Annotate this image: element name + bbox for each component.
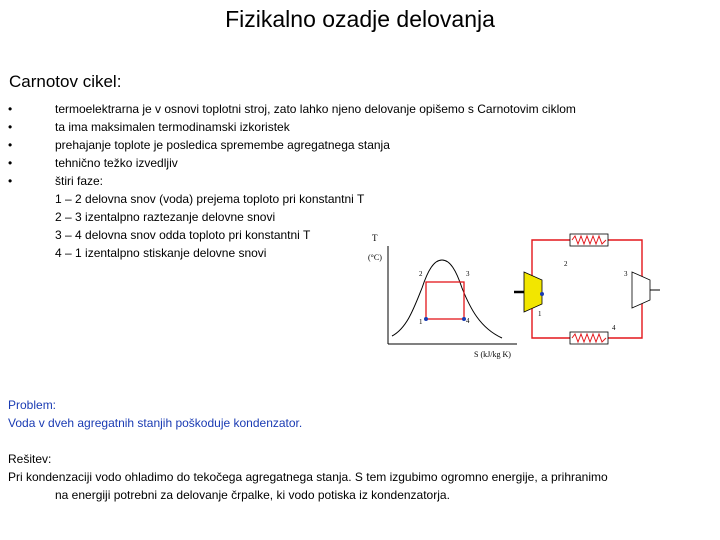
page-title: Fizikalno ozadje delovanja bbox=[225, 6, 495, 32]
node-label-2: 2 bbox=[564, 260, 568, 268]
circuit-schematic bbox=[512, 232, 662, 354]
phase-item: 4 – 1 izentalpno stiskanje delovne snovi bbox=[55, 246, 267, 260]
solution-block bbox=[8, 450, 713, 504]
bullet-item: • štiri faze: bbox=[8, 172, 576, 190]
point-label-4: 4 bbox=[466, 317, 470, 325]
problem-block bbox=[8, 396, 302, 432]
bullet-item: • termoelektrarna je v osnovi toplotni stroj, zato lahko njeno delovanje opišemo s Carnotovim ciklom bbox=[8, 100, 576, 118]
problem-text: Voda v dveh agregatnih stanjih poškoduje kondenzator. bbox=[8, 416, 303, 430]
section-subtitle: Carnotov cikel: bbox=[9, 72, 122, 91]
point-label-1: 1 bbox=[419, 318, 423, 326]
bullet-item: • prehajanje toplote je posledica spremembe agregatnega stanja bbox=[8, 136, 576, 154]
ts-diagram bbox=[362, 228, 522, 363]
node-label-4: 4 bbox=[612, 324, 616, 332]
bullet-item: • ta ima maksimalen termodinamski izkoristek bbox=[8, 118, 576, 136]
y-axis-label: T bbox=[372, 233, 378, 243]
solution-text-line1: Pri kondenzaciji vodo ohladimo do tekočega agregatnega stanja. S tem izgubimo ogromno energije, a prihranimo bbox=[8, 470, 608, 484]
cycle-point-1 bbox=[424, 317, 428, 321]
problem-heading: Problem: bbox=[8, 398, 57, 412]
pump-icon bbox=[524, 272, 542, 312]
pump-node bbox=[540, 292, 544, 296]
phase-item: 2 – 3 izentalpno raztezanje delovne snovi bbox=[55, 210, 276, 224]
phase-list bbox=[55, 190, 364, 262]
phase-item: 3 – 4 delovna snov odda toploto pri konstantni T bbox=[55, 228, 311, 242]
solution-text-line2: na energiji potrebni za delovanje črpalke, ki vodo potiska iz kondenzatorja. bbox=[55, 488, 450, 502]
x-axis-label: S (kJ/kg K) bbox=[474, 350, 511, 359]
point-label-3: 3 bbox=[466, 270, 470, 278]
node-label-3: 3 bbox=[624, 270, 628, 278]
y-axis-unit: (°C) bbox=[368, 253, 382, 262]
point-label-2: 2 bbox=[419, 270, 423, 278]
saturation-dome bbox=[392, 260, 502, 338]
bullet-item: • tehnično težko izvedljiv bbox=[8, 154, 576, 172]
carnot-cycle-rectangle bbox=[426, 282, 464, 319]
bullet-list bbox=[8, 100, 576, 190]
node-label-1: 1 bbox=[538, 310, 542, 318]
solution-heading: Rešitev: bbox=[8, 452, 52, 466]
turbine-icon bbox=[632, 272, 650, 308]
phase-item: 1 – 2 delovna snov (voda) prejema toploto pri konstantni T bbox=[55, 192, 365, 206]
